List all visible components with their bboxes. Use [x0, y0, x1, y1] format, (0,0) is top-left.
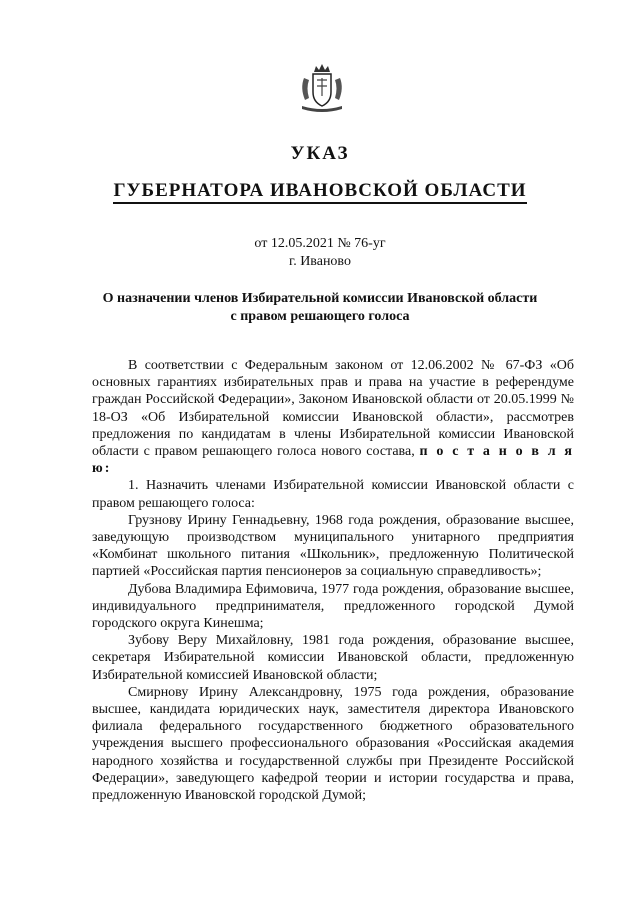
city-line: г. Иваново	[289, 254, 351, 269]
decree-word: п о с т а н о в л я ю:	[92, 444, 575, 477]
issuer-title	[0, 180, 640, 202]
member-paragraph: Грузнову Ирину Геннадьевну, 1968 года рождения, образование высшее, заведующую производством муниципального унитарного предприятия «Комбинат школьного питания «Школьник», предложенную Политической партией «Российская партия пенсионеров за социальную справедливость»;	[92, 512, 574, 580]
intro-text: В соответствии с Федеральным законом от 12.06.2002 № 67-ФЗ «Об основных гарантиях избирательных прав и права на участие в референдуме граждан Российской Федерации», Законом Ивановской области от 20.05.1999 № 18-ОЗ «Об Избирательной комиссии Ивановской области», рассмотрев предложения по кандидатам в члены Избирательной комиссии Ивановской области с правом решающего голоса нового состава,	[92, 358, 574, 460]
heading-line-1: О назначении членов Избирательной комиссии Ивановской области	[102, 291, 538, 306]
document-type-title: УКАЗ	[290, 143, 350, 164]
heading-line-2: с правом решающего голоса	[230, 309, 410, 324]
member-paragraph: Смирнову Ирину Александровну, 1975 года рождения, образование высшее, кандидата юридических наук, заместителя директора Ивановского филиала федерального государственного бюджетного образовательного учреждения высшего профессионального образования «Российская академия народного хозяйства и государственной службы при Президенте Российской Федерации», заведующего кафедрой теории и истории государства и права, предложенную Ивановской городской Думой;	[92, 684, 574, 804]
coat-of-arms-icon	[296, 62, 348, 114]
intro-paragraph	[92, 357, 574, 477]
document-heading	[60, 290, 580, 326]
document-body	[92, 357, 574, 804]
issuer-title-text: ГУБЕРНАТОРА ИВАНОВСКОЙ ОБЛАСТИ	[113, 180, 526, 204]
item-1-paragraph: 1. Назначить членами Избирательной комиссии Ивановской области с правом решающего голоса:	[92, 478, 574, 511]
member-paragraph: Зубову Веру Михайловну, 1981 года рождения, образование высшее, секретаря Избирательной комиссии Ивановской области, предложенную Избирательной комиссией Ивановской области;	[92, 633, 574, 683]
member-paragraph: Дубова Владимира Ефимовича, 1977 года рождения, образование высшее, индивидуального предпринимателя, предложенного городской Думой городского округа Кинешма;	[92, 581, 574, 632]
date-number-line: от 12.05.2021 № 76-уг	[254, 236, 386, 251]
